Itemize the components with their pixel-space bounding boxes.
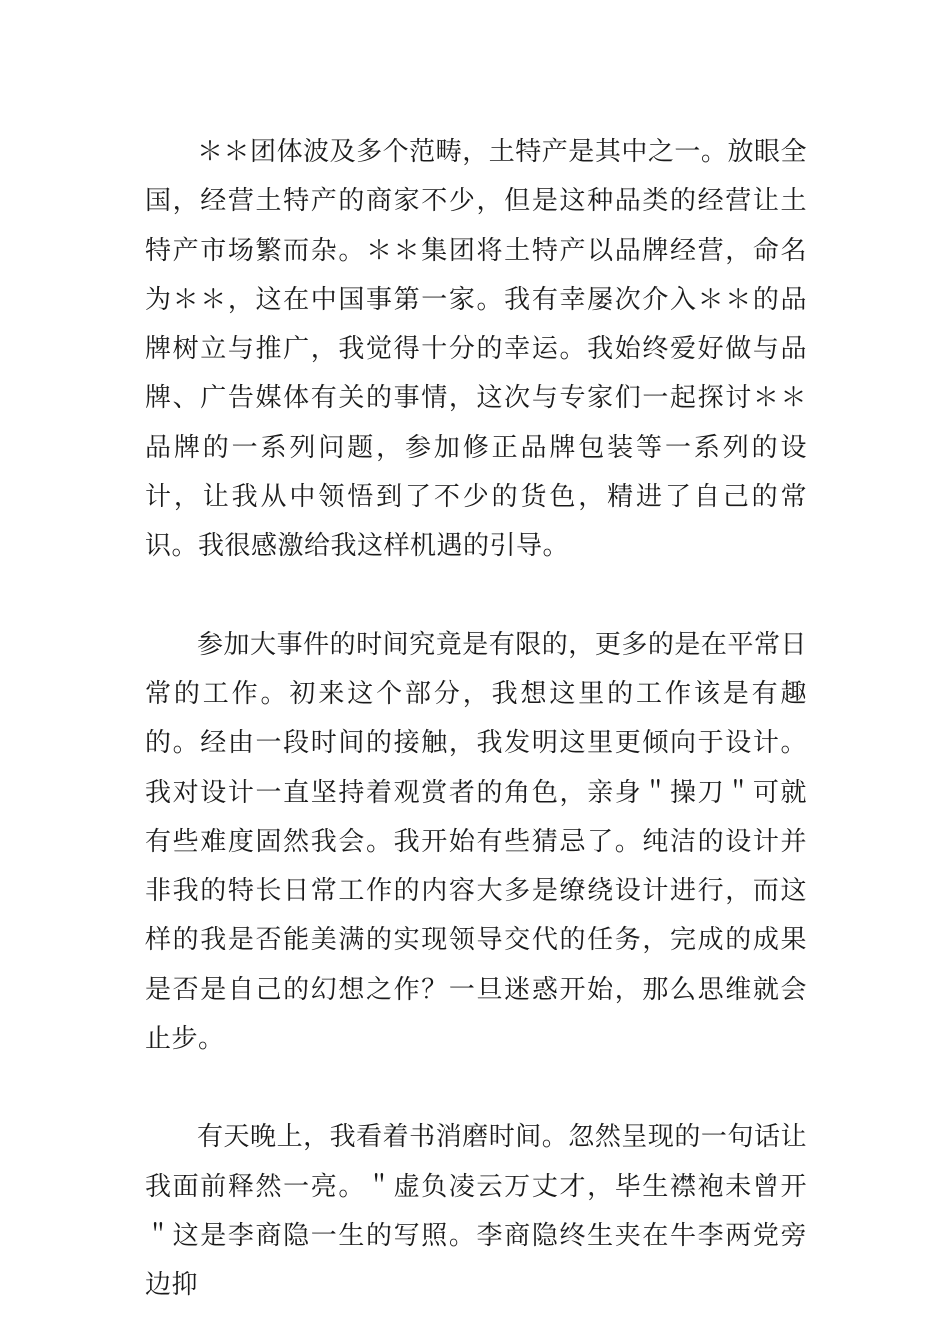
document-page [145, 128, 807, 1311]
paragraph-1: ＊＊团体波及多个范畴，土特产是其中之一。放眼全国，经营土特产的商家不少，但是这种品类的经营让土特产市场繁而杂。＊＊集团将土特产以品牌经营，命名为＊＊，这在中国事第一家。我有幸屡次介入＊＊的品牌树立与推广，我觉得十分的幸运。我始终爱好做与品牌、广告媒体有关的事情，这次与专家们一起探讨＊＊品牌的一系列问题，参加修正品牌包装等一系列的设计，让我从中领悟到了不少的货色，精进了自己的常识。我很感激给我这样机遇的引导。 [145, 137, 807, 562]
paragraph-3: 有天晚上，我看着书消磨时间。忽然呈现的一句话让我面前释然一亮。＂虚负凌云万丈才，毕生襟袍未曾开＂这是李商隐一生的写照。李商隐终生夹在牛李两党旁边抑 [145, 1122, 807, 1301]
paragraph-2: 参加大事件的时间究竟是有限的，更多的是在平常日常的工作。初来这个部分，我想这里的工作该是有趣的。经由一段时间的接触，我发明这里更倾向于设计。我对设计一直坚持着观赏者的角色，亲身＂操刀＂可就有些难度固然我会。我开始有些猜忌了。纯洁的设计并非我的特长日常工作的内容大多是缭绕设计进行，而这样的我是否能美满的实现领导交代的任务，完成的成果是否是自己的幻想之作？一旦迷惑开始，那么思维就会止步。 [145, 629, 807, 1055]
